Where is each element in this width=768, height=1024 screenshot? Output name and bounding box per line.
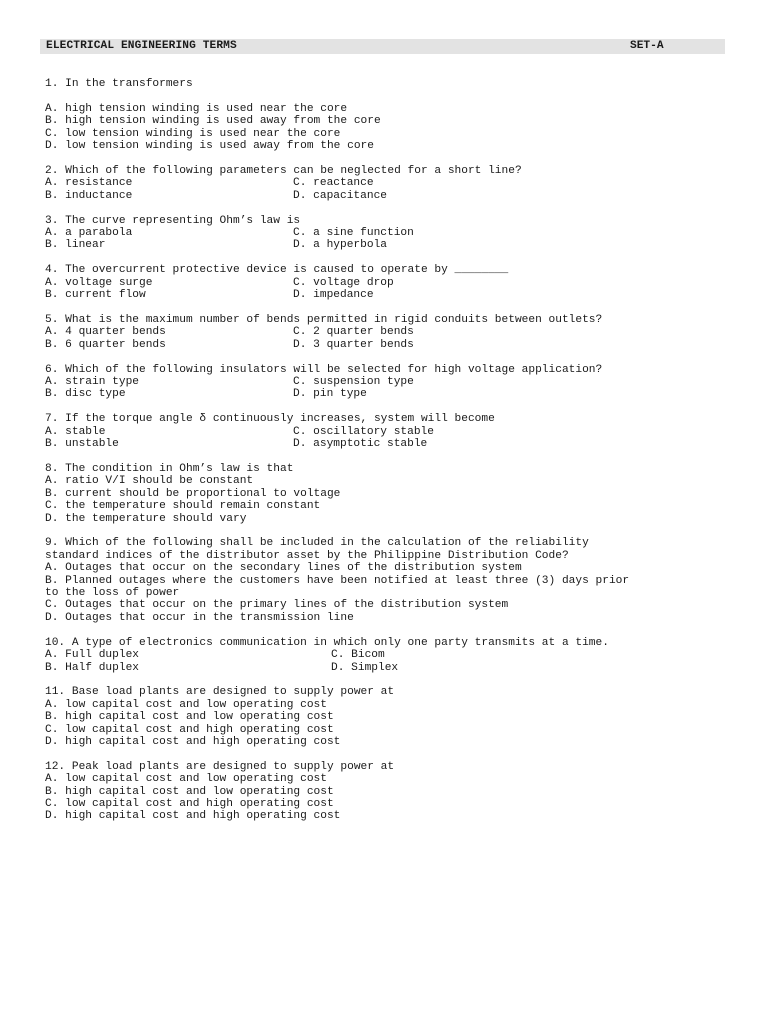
- answer-option: C. low tension winding is used near the core: [45, 127, 341, 140]
- answer-option: B. current should be proportional to voltage: [45, 487, 341, 500]
- question-3: [45, 215, 715, 252]
- answer-option-row: [45, 326, 715, 338]
- answer-option: C. Bicom: [331, 649, 385, 662]
- answer-option: C. low capital cost and high operating cost: [45, 798, 334, 811]
- question-7: [45, 413, 715, 450]
- set-label: SET-A: [630, 40, 664, 52]
- answer-option-row: [45, 662, 715, 674]
- answer-option: C. suspension type: [293, 376, 414, 389]
- answer-option-row: [45, 239, 715, 251]
- question-stem: 5. What is the maximum number of bends permitted in rigid conduits between outlets?: [45, 313, 603, 326]
- document-header: [40, 39, 725, 54]
- question-2: [45, 165, 715, 202]
- answer-option: A. ratio V/I should be constant: [45, 475, 254, 488]
- answer-option-row: [45, 177, 715, 189]
- question-10: [45, 637, 715, 674]
- answer-option-row: [45, 438, 715, 450]
- answer-option: B. high tension winding is used away from the core: [45, 115, 381, 128]
- question-stem: 9. Which of the following shall be included in the calculation of the reliability: [45, 537, 589, 550]
- answer-option: D. capacitance: [293, 189, 387, 202]
- document-title: ELECTRICAL ENGINEERING TERMS: [46, 40, 237, 52]
- question-stem: 12. Peak load plants are designed to supply power at: [45, 760, 395, 773]
- answer-option: B. inductance: [45, 189, 133, 202]
- question-stem: 1. In the transformers: [45, 78, 193, 90]
- answer-option: to the loss of power: [45, 587, 180, 600]
- answer-option: B. high capital cost and low operating cost: [45, 785, 334, 798]
- answer-option: C. voltage drop: [293, 276, 394, 289]
- answer-option: A. low capital cost and low operating cost: [45, 773, 327, 786]
- answer-option: B. linear: [45, 239, 106, 252]
- question-5: [45, 314, 715, 351]
- answer-option: A. resistance: [45, 177, 133, 190]
- answer-option: A. a parabola: [45, 226, 133, 239]
- question-stem: 7. If the torque angle δ continuously increases, system will become: [45, 413, 495, 426]
- question-stem: 10. A type of electronics communication in which only one party transmits at a time.: [45, 636, 609, 649]
- answer-option: D. Simplex: [331, 661, 399, 674]
- answer-option: D. pin type: [293, 388, 367, 401]
- answer-option: A. Outages that occur on the secondary lines of the distribution system: [45, 562, 522, 575]
- answer-option: A. low capital cost and low operating cost: [45, 698, 327, 711]
- answer-option: B. disc type: [45, 388, 126, 401]
- answer-option: D. asymptotic stable: [293, 438, 428, 451]
- answer-option: A. strain type: [45, 376, 139, 389]
- answer-option-row: [45, 289, 715, 301]
- question-stem: 6. Which of the following insulators will be selected for high voltage application?: [45, 363, 603, 376]
- answer-option: C. a sine function: [293, 226, 414, 239]
- answer-option: D. Outages that occur in the transmission line: [45, 611, 354, 624]
- answer-option-row: [45, 190, 715, 202]
- answer-option: C. the temperature should remain constant: [45, 500, 321, 513]
- answer-option-row: [45, 426, 715, 438]
- answer-option: B. unstable: [45, 438, 119, 451]
- answer-option: C. reactance: [293, 177, 374, 190]
- answer-option: D. a hyperbola: [293, 239, 387, 252]
- answer-option: A. high tension winding is used near the core: [45, 102, 348, 115]
- answer-option: C. Outages that occur on the primary lines of the distribution system: [45, 599, 509, 612]
- answer-option: B. Planned outages where the customers have been notified at least three (3) days prior: [45, 574, 630, 587]
- answer-option-row: [45, 339, 715, 351]
- question-4: [45, 264, 715, 301]
- question-1: [45, 78, 715, 152]
- question-9: [45, 537, 715, 624]
- answer-option-row: [45, 388, 715, 400]
- answer-option: B. 6 quarter bends: [45, 338, 166, 351]
- answer-option: D. the temperature should vary: [45, 512, 247, 525]
- question-6: [45, 364, 715, 401]
- answer-option: B. current flow: [45, 289, 146, 302]
- answer-option: D. high capital cost and high operating cost: [45, 735, 341, 748]
- question-stem: standard indices of the distributor asset by the Philippine Distribution Code?: [45, 549, 569, 562]
- question-stem: 11. Base load plants are designed to supply power at: [45, 686, 395, 699]
- question-stem: 4. The overcurrent protective device is caused to operate by ________: [45, 264, 509, 277]
- question-8: [45, 463, 715, 525]
- answer-option: D. impedance: [293, 289, 374, 302]
- answer-option-row: [45, 649, 715, 661]
- question-stem: 8. The condition in Ohm’s law is that: [45, 462, 294, 475]
- answer-option-row: [45, 277, 715, 289]
- answer-option: A. stable: [45, 425, 106, 438]
- answer-option: A. voltage surge: [45, 276, 153, 289]
- answer-option-row: [45, 227, 715, 239]
- answer-option: C. oscillatory stable: [293, 425, 434, 438]
- question-11: [45, 686, 715, 748]
- answer-option: B. Half duplex: [45, 661, 139, 674]
- question-stem: 2. Which of the following parameters can be neglected for a short line?: [45, 164, 522, 177]
- answer-option: D. low tension winding is used away from the core: [45, 139, 374, 152]
- answer-option: C. low capital cost and high operating cost: [45, 723, 334, 736]
- answer-option: D. high capital cost and high operating cost: [45, 810, 341, 823]
- answer-option: C. 2 quarter bends: [293, 326, 414, 339]
- question-list: [45, 78, 715, 835]
- question-12: [45, 761, 715, 823]
- question-stem: 3. The curve representing Ohm’s law is: [45, 214, 301, 227]
- answer-option-row: [45, 376, 715, 388]
- answer-option: A. 4 quarter bends: [45, 326, 166, 339]
- answer-option: B. high capital cost and low operating cost: [45, 711, 334, 724]
- answer-option: D. 3 quarter bends: [293, 338, 414, 351]
- answer-option: A. Full duplex: [45, 649, 139, 662]
